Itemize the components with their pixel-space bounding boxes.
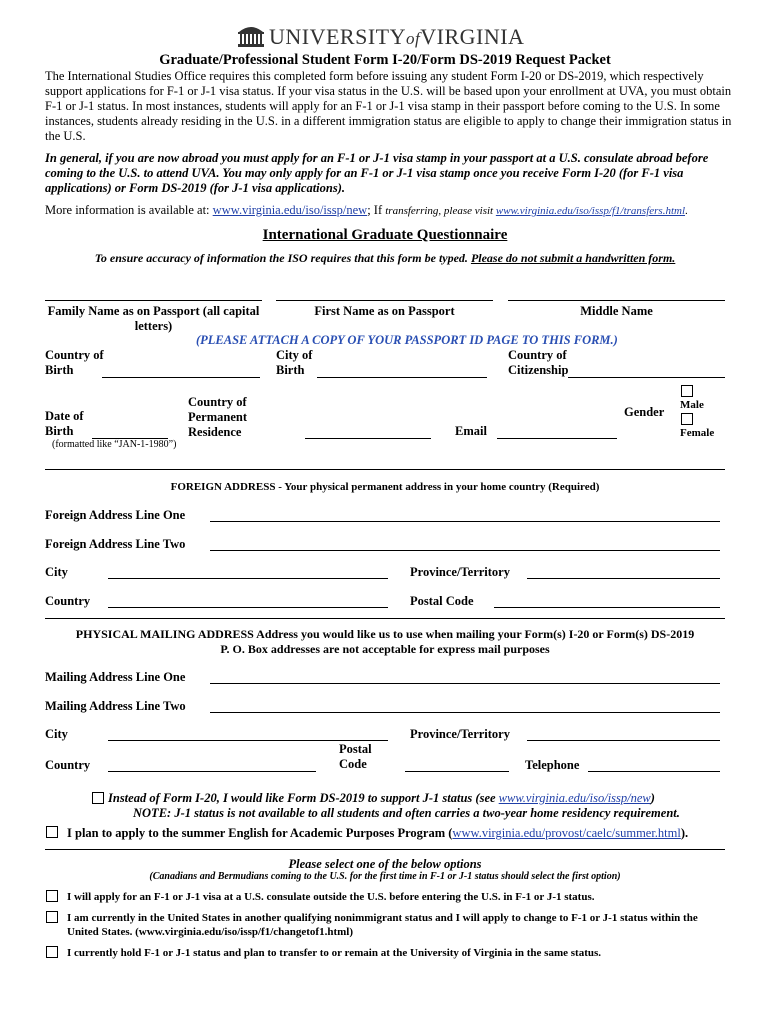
logo-wordmark-of: of	[406, 29, 421, 48]
gender-female-label: Female	[680, 427, 715, 439]
transfers-link[interactable]: www.virginia.edu/iso/issp/f1/transfers.html	[495, 205, 686, 217]
foreign-postal-label: Postal Code	[410, 594, 474, 608]
gender-male-label: Male	[680, 399, 704, 411]
mailing-telephone-label: Telephone	[525, 758, 580, 772]
typed-note-text: To ensure accuracy of information the ISO requires that this form be typed.	[94, 251, 471, 265]
foreign-country-field[interactable]	[108, 607, 388, 608]
more-info	[45, 203, 735, 219]
mailing-province-field[interactable]	[527, 740, 720, 741]
ds2019-text	[108, 791, 655, 806]
questionnaire-title: International Graduate Questionnaire	[262, 227, 508, 243]
summer-program-label: I plan to apply to the summer English for Academic Purposes Program (	[67, 826, 453, 840]
more-info-mid: ; If	[367, 203, 386, 217]
summer-program-link[interactable]: www.virginia.edu/provost/caelc/summer.html	[452, 826, 681, 840]
summer-program-text	[67, 826, 688, 841]
mailing-line2-field[interactable]	[210, 712, 720, 713]
foreign-city-field[interactable]	[108, 578, 388, 579]
mailing-city-label: City	[45, 727, 68, 741]
page-title: Graduate/Professional Student Form I-20/Form DS-2019 Request Packet	[159, 52, 611, 68]
mailing-province-label: Province/Territory	[410, 727, 510, 741]
country-of-birth-field[interactable]	[102, 377, 260, 378]
typed-note-underlined: Please do not submit a handwritten form.	[470, 251, 676, 265]
summer-program-end: ).	[680, 826, 689, 840]
foreign-line2-label: Foreign Address Line Two	[45, 537, 186, 551]
mailing-address-divider	[45, 618, 725, 619]
country-of-citizenship-label: Country of Citizenship	[508, 348, 569, 377]
mailing-address-subheader: P. O. Box addresses are not acceptable for express mail purposes	[220, 642, 550, 656]
first-name-label: First Name as on Passport	[314, 304, 455, 318]
mailing-line2-label: Mailing Address Line Two	[45, 699, 186, 713]
summer-program-checkbox[interactable]	[46, 826, 58, 838]
options-divider	[45, 849, 725, 850]
option1-checkbox[interactable]	[46, 890, 58, 902]
mailing-country-label: Country	[45, 758, 91, 772]
option3-text: I currently hold F-1 or J-1 status and plan to transfer to or remain at the University of Virginia in the same status.	[67, 947, 601, 959]
residence-field[interactable]	[305, 438, 431, 439]
country-of-birth-label: Country of Birth	[45, 348, 104, 377]
mailing-country-field[interactable]	[108, 771, 316, 772]
email-label: Email	[455, 424, 487, 438]
logo-wordmark-virginia: VIRGINIA	[420, 24, 525, 49]
city-of-birth-field[interactable]	[317, 377, 487, 378]
mailing-telephone-field[interactable]	[588, 771, 720, 772]
ds2019-checkbox[interactable]	[92, 792, 104, 804]
iso-new-link[interactable]: www.virginia.edu/iso/issp/new	[212, 203, 368, 217]
foreign-address-header: FOREIGN ADDRESS - Your physical permanent address in your home country (Required)	[170, 481, 600, 493]
more-info-transfer: transferring, please visit	[385, 205, 496, 217]
option2-checkbox[interactable]	[46, 911, 58, 923]
foreign-line2-field[interactable]	[210, 550, 720, 551]
abroad-note: In general, if you are now abroad you must apply for an F-1 or J-1 visa stamp in your passport at a U.S. consulate abroad before coming to the U.S. to attend UVA. You may only apply for an F-1 or J-1 visa stamp once you receive Form I-20 (for F-1 visa applications) or Form DS-2019 (for J-1 visa applications).	[45, 151, 709, 195]
rotunda-icon	[236, 22, 266, 48]
options-title: Please select one of the below options	[288, 857, 482, 871]
options-subtitle: (Canadians and Bermudians coming to the U.S. for the first time in F-1 or J-1 status should select the first option)	[149, 871, 621, 882]
foreign-line1-field[interactable]	[210, 521, 720, 522]
mailing-postal-label: Postal Code	[339, 742, 372, 771]
middle-name-label: Middle Name	[580, 304, 653, 318]
option3-checkbox[interactable]	[46, 946, 58, 958]
foreign-province-label: Province/Territory	[410, 565, 510, 579]
option2-text: I am currently in the United States in another qualifying nonimmigrant status and I will apply to change to F-1 or J-1 status within the United States. (www.virginia.edu/iso/issp/f1/changetof1.html)	[67, 912, 698, 938]
ds2019-link[interactable]: www.virginia.edu/iso/issp/new	[498, 791, 651, 805]
first-name-field[interactable]	[276, 300, 493, 301]
foreign-city-label: City	[45, 565, 68, 579]
email-field[interactable]	[497, 438, 617, 439]
ds2019-note: NOTE: J-1 status is not available to all students and often carries a two-year home residency requirement.	[133, 806, 680, 820]
foreign-country-label: Country	[45, 594, 91, 608]
more-info-suffix: .	[685, 205, 688, 217]
more-info-prefix: More information is available at:	[45, 203, 213, 217]
middle-name-field[interactable]	[508, 300, 725, 301]
intro-paragraph: The International Studies Office requires this completed form before issuing any student Form I-20 or DS-2019, which respectively support applications for F-1 or J-1 visa status. If your visa status in the U.S. will be based upon your enrollment at UVA, you must obtain F-1 or J-1 status. In most instances, students will apply for an F-1 or J-1 visa stamp in their passport before coming to the U.S. In some instances, students already residing in the U.S. in a different immigration status are eligible to apply to change their immigration status in the U.S.	[45, 69, 732, 143]
mailing-line1-field[interactable]	[210, 683, 720, 684]
date-of-birth-hint: (formatted like “JAN-1-1980”)	[52, 439, 177, 450]
logo-wordmark-university: UNIVERSITY	[269, 24, 406, 49]
passport-note: (PLEASE ATTACH A COPY OF YOUR PASSPORT ID PAGE TO THIS FORM.)	[196, 333, 618, 347]
foreign-address-divider	[45, 469, 725, 470]
city-of-birth-label: City of Birth	[276, 348, 313, 377]
foreign-postal-field[interactable]	[494, 607, 720, 608]
mailing-postal-field[interactable]	[405, 771, 509, 772]
residence-label: Country of Permanent Residence	[188, 395, 248, 439]
mailing-address-header: PHYSICAL MAILING ADDRESS Address you would like us to use when mailing your Form(s) I-20 or Form(s) DS-2019	[75, 627, 695, 641]
mailing-city-field[interactable]	[108, 740, 388, 741]
family-name-field[interactable]	[45, 300, 262, 301]
mailing-line1-label: Mailing Address Line One	[45, 670, 186, 684]
foreign-line1-label: Foreign Address Line One	[45, 508, 186, 522]
ds2019-label: Instead of Form I-20, I would like Form DS-2019 to support J-1 status (see	[108, 791, 499, 805]
university-logo	[236, 22, 525, 50]
foreign-province-field[interactable]	[527, 578, 720, 579]
gender-male-checkbox[interactable]	[681, 385, 693, 397]
gender-label: Gender	[624, 405, 665, 419]
gender-female-checkbox[interactable]	[681, 413, 693, 425]
country-of-citizenship-field[interactable]	[568, 377, 725, 378]
typed-note	[0, 251, 770, 266]
ds2019-end: )	[650, 791, 655, 805]
date-of-birth-label: Date of Birth	[45, 409, 84, 438]
family-name-label: Family Name as on Passport (all capital letters)	[47, 304, 260, 333]
option1-text: I will apply for an F-1 or J-1 visa at a U.S. consulate outside the U.S. before entering the U.S. in F-1 or J-1 status.	[67, 891, 595, 903]
